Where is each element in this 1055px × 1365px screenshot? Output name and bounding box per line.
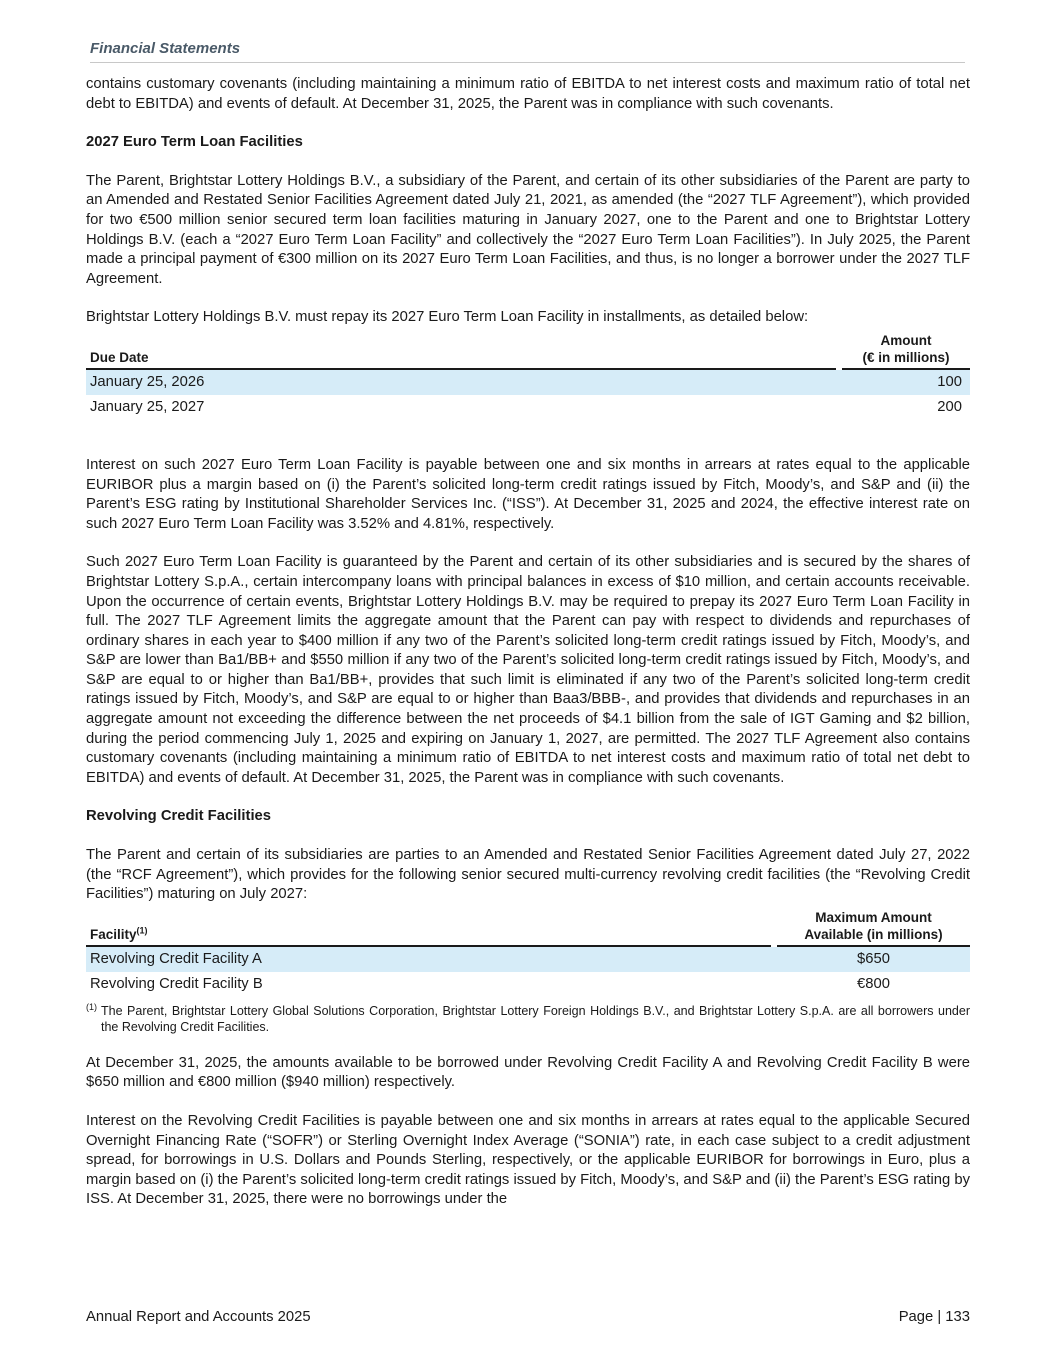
page-content [86, 75, 970, 1229]
revolving-credit-heading: Revolving Credit Facilities [86, 808, 272, 825]
facility-cell: Revolving Credit Facility B [90, 975, 263, 992]
footnote [86, 1003, 970, 1035]
footnote-text: The Parent, Brightstar Lottery Global Solutions Corporation, Brightstar Lottery Foreign Holdings B.V., and Brightstar Lottery S.p.A. are all borrowers under the Revolving Credit Facilities. [101, 1003, 970, 1034]
intro-paragraph: contains customary covenants (including maintaining a minimum ratio of EBITDA to net interest costs and maximum ratio of total net debt to EBITDA) and events of default. At December 31, 2025, the Parent was in compliance with such covenants. [86, 76, 970, 112]
guarantee-paragraph: Such 2027 Euro Term Loan Facility is guaranteed by the Parent and certain of its other subsidiaries and is secured by the shares of Brightstar Lottery S.p.A., certain intercompany loans with principal balances in excess of $10 million, and certain accounts receivable. Upon the occurrence of certain events, Brightstar Lottery Holdings B.V. may be required to prepay its 2027 Euro Term Loan Facility in full. The 2027 TLF Agreement limits the aggregate amount that the Parent can pay with respect to dividends and repurchases of ordinary shares in each year to $400 million if any two of the Parent’s solicited long-term credit ratings issued by Fitch, Moody’s, and S&P are lower than Ba1/BB+ and $550 million if any two of the Parent’s solicited long-term credit ratings issued by Fitch, Moody’s, and S&P are equal to or higher than Ba1/BB+, provides that such limit is eliminated if any two of the Parent’s solicited long-term credit ratings issued by Fitch, Moody’s, and S&P are equal to or higher than Baa3/BBB-, and provides that dividends and repurchases in an aggregate amount not exceeding the difference between the net proceeds of $4.1 billion from the sale of IGT Gaming and $2 billion, during the period commencing July 1, 2025 and expiring on January 1, 2027, are permitted. The 2027 TLF Agreement also contains customary covenants (including maintaining a minimum ratio of EBITDA to net interest costs and maximum ratio of total net debt to EBITDA) and events of default. At December 31, 2025, the Parent was in compliance with such covenants. [86, 554, 970, 786]
header-title: Financial Statements [90, 40, 241, 57]
revolving-credit-paragraph-2: At December 31, 2025, the amounts available to be borrowed under Revolving Credit Facility A and Revolving Credit Facility B were $650 million and €800 million ($940 million) respectively. [86, 1054, 970, 1091]
interest-paragraph: Interest on such 2027 Euro Term Loan Facility is payable between one and six months in arrears at rates equal to the applicable EURIBOR plus a margin based on (i) the Parent’s solicited long-term credit ratings issued by Fitch, Moody’s, and S&P and (ii) the Parent’s ESG rating by Institutional Shareholder Services Inc. (“ISS”). At December 31, 2025 and 2024, the effective interest rate on such 2027 Euro Term Loan Facility was 3.52% and 4.81%, respectively. [86, 456, 970, 532]
repayment-table-header [86, 332, 970, 370]
table-row [86, 370, 970, 395]
page-header [90, 40, 965, 63]
euro-term-loan-paragraph-1: The Parent, Brightstar Lottery Holdings B.V., a subsidiary of the Parent, and certain of its other subsidiaries of the Parent are party to an Amended and Restated Senior Facilities Agreement dated July 21, 2021, as amended (the “2027 TLF Agreement”), which provided for two €500 million senior secured term loan facilities maturing in January 2027, one to the Parent and one to Brightstar Lottery Holdings B.V. (each a “2027 Euro Term Loan Facility” and collectively the “2027 Euro Term Loan Facilities”). In July 2025, the Parent made a principal payment of €300 million on its 2027 Euro Term Loan Facilities, and thus, is no longer a borrower under the 2027 TLF Agreement. [86, 172, 970, 287]
due-date-header: Due Date [86, 332, 836, 370]
due-date-cell: January 25, 2027 [90, 398, 205, 415]
due-date-cell: January 25, 2026 [86, 370, 836, 395]
repayment-table [86, 332, 970, 420]
facility-table [86, 909, 970, 997]
facility-header-footnote-mark: (1) [136, 925, 148, 936]
max-amount-header [777, 909, 970, 947]
max-amount-header-line2: Available (in millions) [804, 926, 943, 942]
max-amount-cell: $650 [777, 947, 970, 972]
page-number: Page | 133 [898, 1309, 970, 1325]
facility-cell: Revolving Credit Facility A [86, 947, 771, 972]
table-row [86, 395, 970, 420]
revolving-credit-paragraph-1: The Parent and certain of its subsidiaries are parties to an Amended and Restated Senior Facilities Agreement dated July 27, 2022 (the “RCF Agreement”), which provides for the following senior secured multi-currency revolving credit facilities (the “Revolving Credit Facilities”) maturing on July 2027: [86, 847, 970, 903]
facility-header-label: Facility [90, 926, 137, 942]
table-row [86, 947, 970, 972]
amount-header-line2: (€ in millions) [862, 349, 950, 365]
euro-term-loan-heading: 2027 Euro Term Loan Facilities [86, 134, 303, 151]
facility-header [86, 909, 771, 947]
footnote-mark: (1) [86, 1001, 97, 1012]
amount-header [842, 332, 970, 370]
max-amount-header-line1: Maximum Amount [815, 909, 932, 925]
euro-term-loan-paragraph-2: Brightstar Lottery Holdings B.V. must repay its 2027 Euro Term Loan Facility in installments, as detailed below: [86, 309, 809, 326]
table-row [86, 972, 970, 997]
amount-header-line1: Amount [880, 332, 932, 348]
page-footer [86, 1309, 970, 1325]
facility-table-header [86, 909, 970, 947]
max-amount-cell: €800 [857, 975, 890, 992]
footer-report-title: Annual Report and Accounts 2025 [86, 1309, 311, 1325]
amount-cell: 100 [842, 370, 970, 395]
revolving-credit-paragraph-3: Interest on the Revolving Credit Facilities is payable between one and six months in arrears at rates equal to the applicable Secured Overnight Financing Rate (“SOFR”) or Sterling Overnight Index Average (“SONIA”) rate, in each case subject to a credit adjustment spread, for borrowings in U.S. Dollars and Pounds Sterling, respectively, or the applicable EURIBOR for borrowings in Euro, plus a margin based on (i) the Parent’s solicited long-term credit ratings issued by Fitch, Moody’s, and S&P and (ii) the Parent’s ESG rating by ISS. At December 31, 2025, there were no borrowings under the [86, 1113, 970, 1208]
amount-cell: 200 [937, 398, 962, 415]
